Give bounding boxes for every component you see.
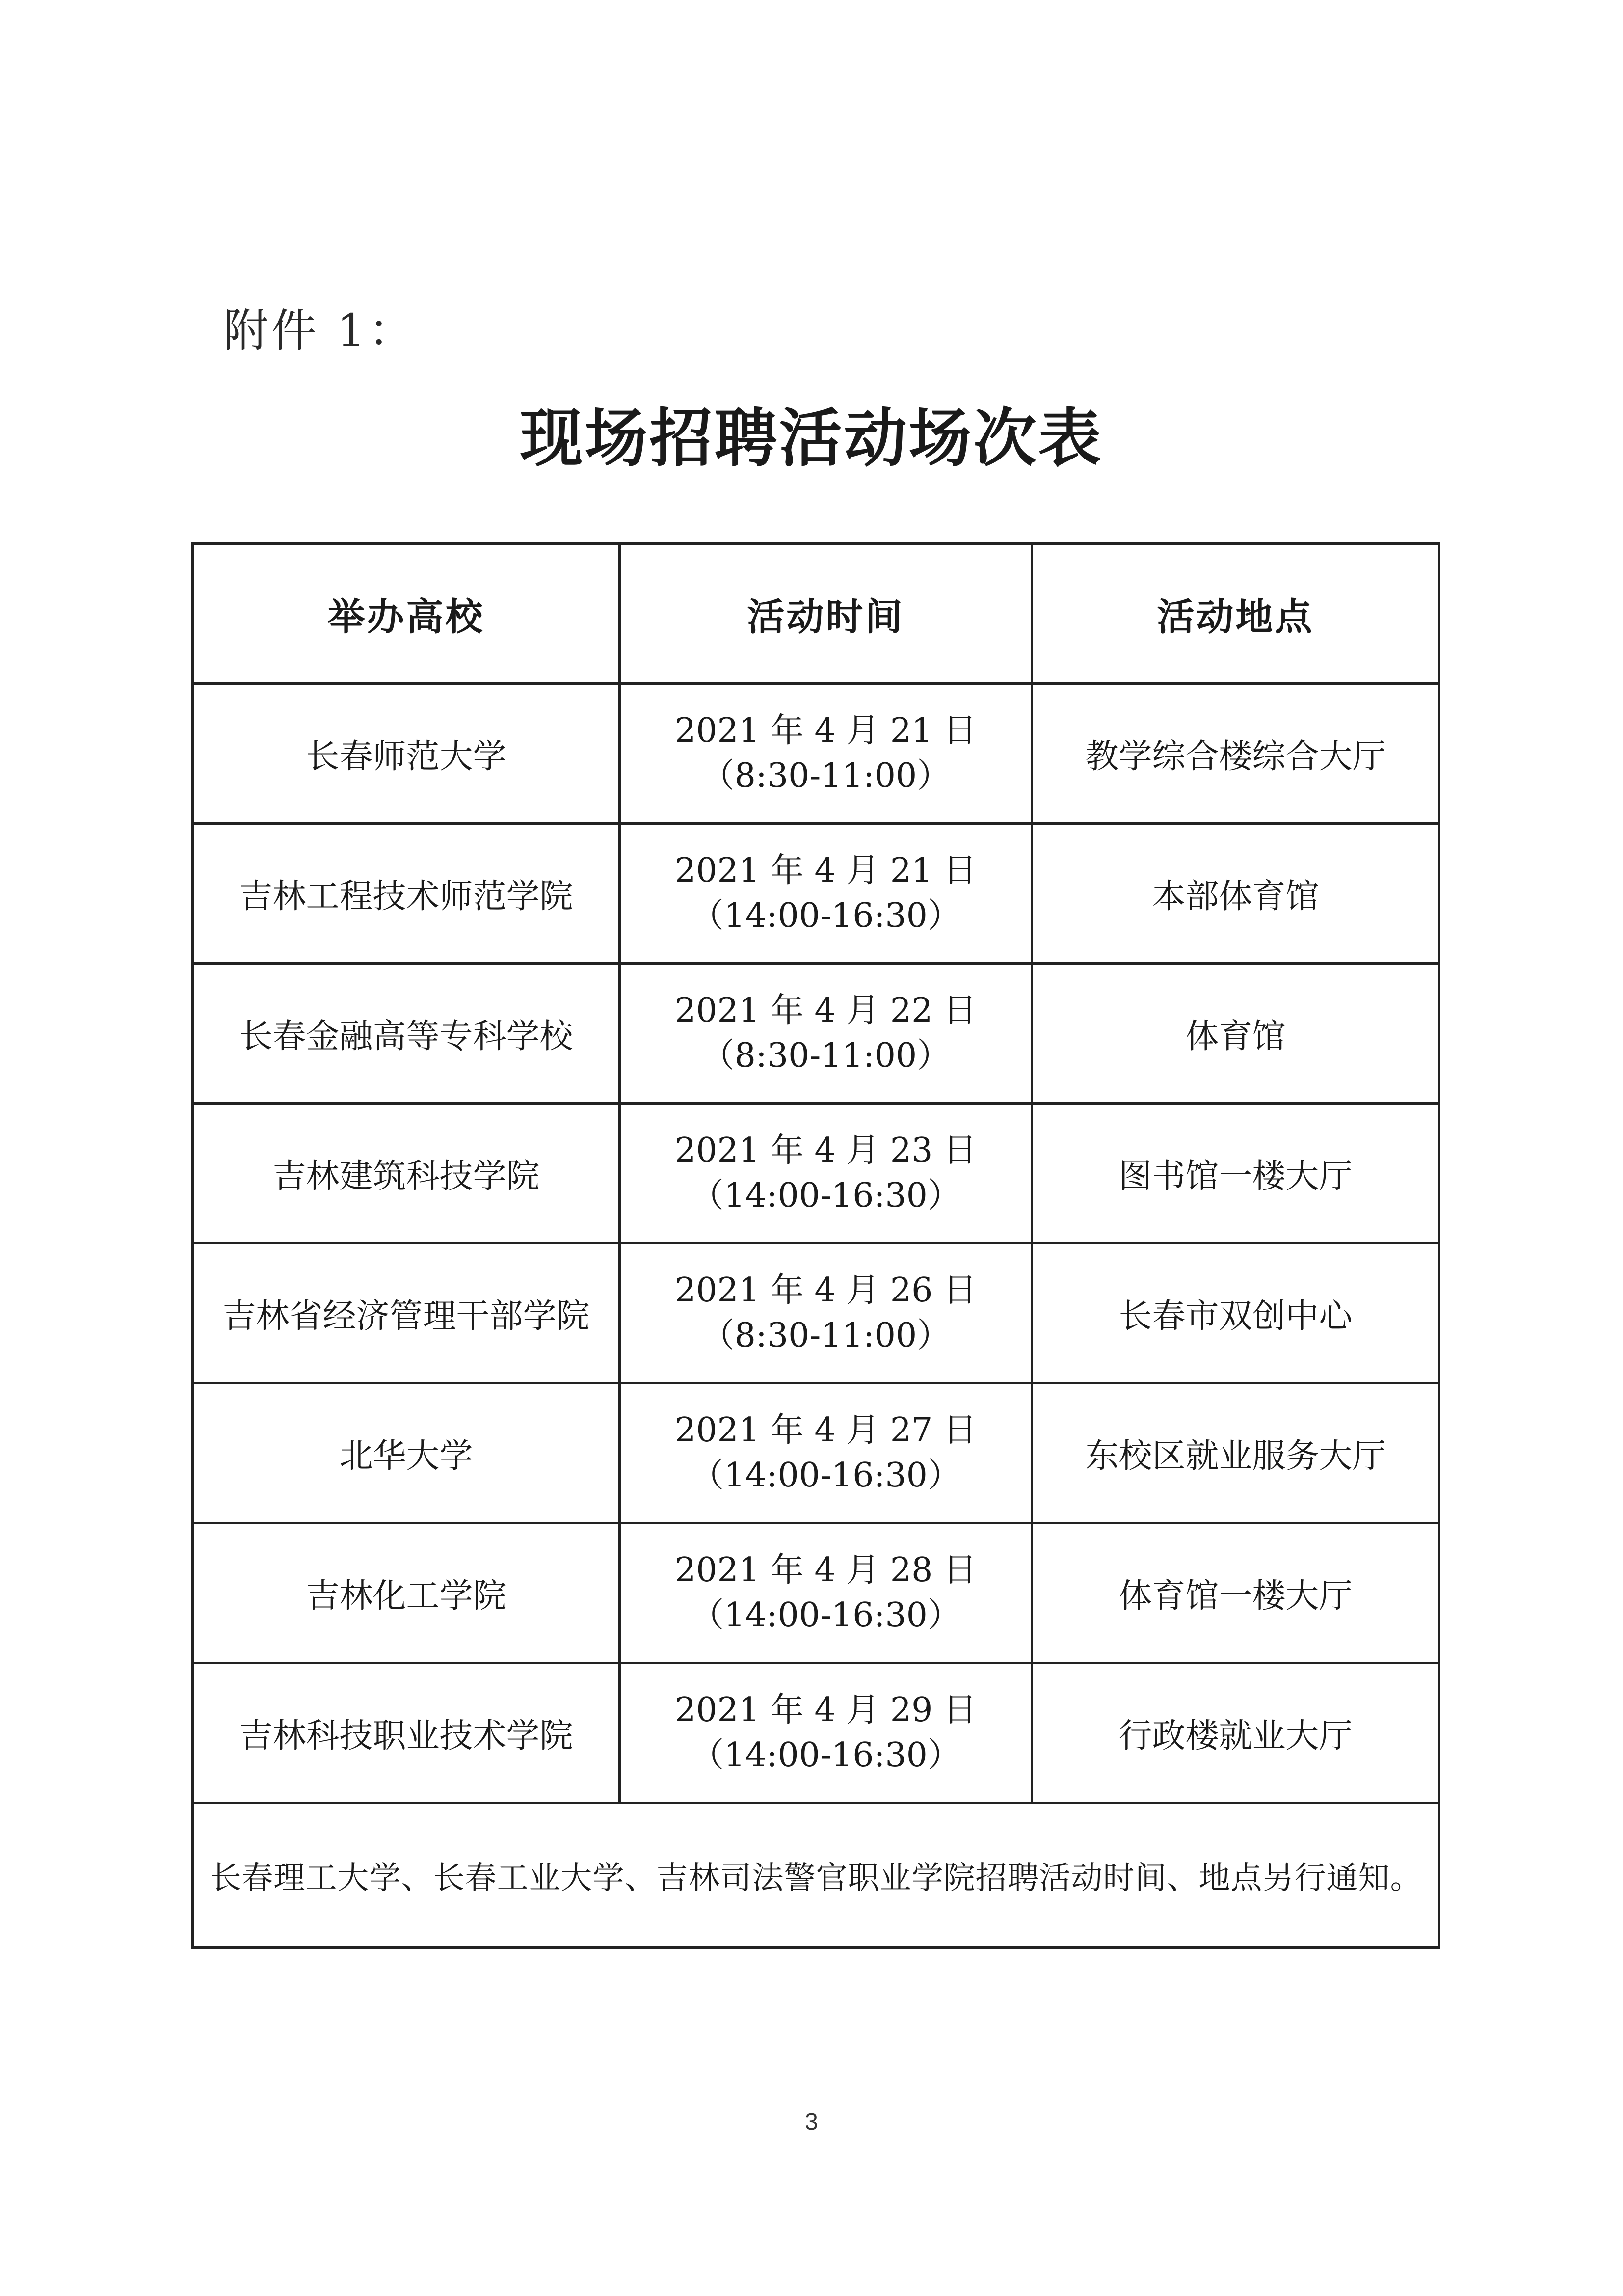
cell-time bbox=[620, 964, 1032, 1104]
cell-school: 吉林省经济管理干部学院 bbox=[193, 1243, 620, 1383]
header-place: 活动地点 bbox=[1032, 544, 1439, 684]
cell-time bbox=[620, 1523, 1032, 1663]
header-school: 举办高校 bbox=[193, 544, 620, 684]
cell-school: 北华大学 bbox=[193, 1383, 620, 1523]
cell-school: 吉林工程技术师范学院 bbox=[193, 824, 620, 964]
cell-time bbox=[620, 684, 1032, 824]
cell-school: 长春师范大学 bbox=[193, 684, 620, 824]
table-note: 长春理工大学、长春工业大学、吉林司法警官职业学院招聘活动时间、地点另行通知。 bbox=[193, 1803, 1439, 1948]
cell-place: 图书馆一楼大厅 bbox=[1032, 1104, 1439, 1243]
cell-time-range: （8:30-11:00） bbox=[701, 1316, 951, 1355]
cell-school: 长春金融高等专科学校 bbox=[193, 964, 620, 1104]
page-title: 现场招聘活动场次表 bbox=[520, 402, 1103, 475]
cell-time bbox=[620, 1243, 1032, 1383]
table-row bbox=[193, 1104, 1439, 1243]
cell-place: 行政楼就业大厅 bbox=[1032, 1663, 1439, 1803]
cell-school: 吉林建筑科技学院 bbox=[193, 1104, 620, 1243]
cell-time-range: （14:00-16:30） bbox=[691, 1176, 961, 1215]
cell-place: 东校区就业服务大厅 bbox=[1032, 1383, 1439, 1523]
cell-school: 吉林化工学院 bbox=[193, 1523, 620, 1663]
cell-time-range: （8:30-11:00） bbox=[701, 1036, 951, 1075]
table-row bbox=[193, 824, 1439, 964]
cell-place: 长春市双创中心 bbox=[1032, 1243, 1439, 1383]
table-row bbox=[193, 964, 1439, 1104]
table-row bbox=[193, 1243, 1439, 1383]
cell-school: 吉林科技职业技术学院 bbox=[193, 1663, 620, 1803]
table-row bbox=[193, 1383, 1439, 1523]
cell-time-range: （14:00-16:30） bbox=[691, 1456, 961, 1495]
table-header-row bbox=[193, 544, 1439, 684]
cell-date: 2021 年 4 月 28 日 bbox=[675, 1551, 977, 1590]
cell-place: 教学综合楼综合大厅 bbox=[1032, 684, 1439, 824]
cell-place: 本部体育馆 bbox=[1032, 824, 1439, 964]
cell-time bbox=[620, 1104, 1032, 1243]
cell-place: 体育馆 bbox=[1032, 964, 1439, 1104]
header-time: 活动时间 bbox=[620, 544, 1032, 684]
page-number: 3 bbox=[805, 2109, 818, 2135]
cell-time-range: （8:30-11:00） bbox=[701, 756, 951, 795]
cell-time-range: （14:00-16:30） bbox=[691, 1596, 961, 1635]
table-row bbox=[193, 1663, 1439, 1803]
cell-time bbox=[620, 824, 1032, 964]
schedule-table bbox=[191, 542, 1440, 1949]
cell-time-range: （14:00-16:30） bbox=[691, 1736, 961, 1775]
cell-date: 2021 年 4 月 29 日 bbox=[675, 1691, 977, 1729]
table-row bbox=[193, 1523, 1439, 1663]
cell-date: 2021 年 4 月 26 日 bbox=[675, 1271, 977, 1310]
cell-time bbox=[620, 1383, 1032, 1523]
cell-date: 2021 年 4 月 21 日 bbox=[675, 851, 977, 890]
table-note-row bbox=[193, 1803, 1439, 1948]
cell-place: 体育馆一楼大厅 bbox=[1032, 1523, 1439, 1663]
cell-time bbox=[620, 1663, 1032, 1803]
cell-date: 2021 年 4 月 23 日 bbox=[675, 1131, 977, 1170]
cell-time-range: （14:00-16:30） bbox=[691, 896, 961, 935]
cell-date: 2021 年 4 月 27 日 bbox=[675, 1411, 977, 1450]
cell-date: 2021 年 4 月 22 日 bbox=[675, 991, 977, 1030]
cell-date: 2021 年 4 月 21 日 bbox=[675, 711, 977, 750]
attachment-label: 附件 1： bbox=[223, 304, 417, 357]
table-row bbox=[193, 684, 1439, 824]
